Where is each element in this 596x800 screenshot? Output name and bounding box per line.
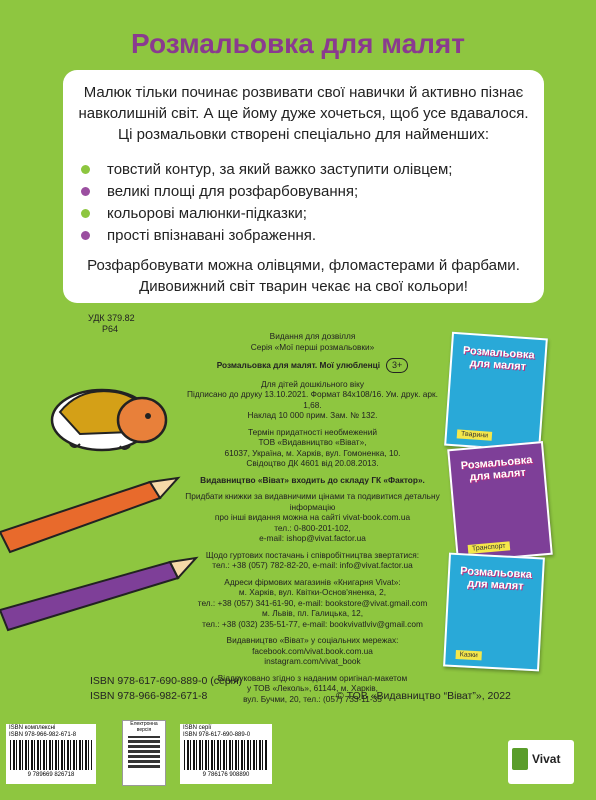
author-index: Р64	[102, 324, 119, 334]
isbn-book: ISBN 978-966-982-671-8	[90, 690, 208, 702]
book-cover-animals: Розмальовка для малят Тварини	[444, 332, 548, 452]
bullet-icon	[81, 165, 90, 174]
barcode-series: ISBN серії ISBN 978-617-690-889-0 9 786176 908890	[180, 724, 272, 784]
pencils-illustration	[0, 470, 200, 645]
imprint-block: Видання для дозвілля Серія «Мої перші розмальовки» Розмальовка для малят. Мої улюбленці 3+ Для дітей дошкільного віку Підписано до друку 13.10.2021. Формат 84х108/16. Ум. друк. арк. 1,68. Наклад 10 000 прим. Зам. № 132. Термін придатності необмежений ТОВ «Видавництво «Віват», 61037, Україна, м. Харків, вул. Гомоненка, 10. Свідоцтво ДК 4601 від 20.08.2013. Видавництво «Віват» входить до складу ГК «Фактор». Придбати книжки за видавничими цінами та подивитися детальну інформацію про інші видання можна на сайті vivat-book.com.ua тел.: 0-800-201-102, e-mail: ishop@vivat.factor.ua Щодо гуртових постачань і співробітництва звертатися: тел.: +38 (057) 782-82-20, e-mail: info@vivat.factor.ua Адреси фірмових магазинів «Книгарня Vivat»: м. Харків, вул. Квітки-Основ'яненка, 2, тел.: +38 (057) 341-61-90, e-mail: bookstore@vivat.gmail.com м. Львів, пл. Галицька, 12, тел.: +38 (032) 235-51-77, e-mail: bookvivatlviv@gmail.com Видавництво «Віват» у соціальних мережах: facebook.com/vivat.book.com.ua instagram.com/vivat_book Віддруковано згідно з наданим оригінал-макетом у ТОВ «Леколь», 61144, м. Харків, вул. Бучми, 20, тел.: (057) 733-11-35	[185, 331, 440, 704]
list-item: кольорові малюнки-підказки;	[77, 203, 530, 225]
intro-text: Малюк тільки починає розвивати свої навички й активно пізнає навколишній світ. А ще йому дуже хочеться, щоб усе вдавалося. Ці розмальовки створені спеціально для найменших:	[78, 84, 529, 143]
outro-text: Розфарбовувати можна олівцями, фломастерами й фарбами. Дивовижний світ тварин чекає на свої кольори!	[87, 257, 520, 295]
guinea-pig-illustration	[40, 372, 180, 462]
list-item: товстий контур, за який важко заступити олівцем;	[77, 159, 530, 181]
isbn-series: ISBN 978-617-690-889-0 (серія)	[90, 675, 243, 687]
qr-code[interactable]: Електронна версія	[122, 720, 166, 786]
bullet-icon	[81, 231, 90, 240]
vivat-logo: Vivat	[508, 740, 574, 784]
bullet-icon	[81, 187, 90, 196]
feature-list	[77, 159, 530, 247]
description-box	[63, 70, 544, 303]
barcode-book: ISBN комплексні ISBN 978-966-982-671-8 9 789669 826718	[6, 724, 96, 784]
book-cover-transport: Розмальовка для малят Транспорт	[447, 441, 553, 563]
copyright: © ТОВ «Видавництво “Віват”», 2022	[336, 690, 511, 702]
book-cover-fairytales: Розмальовка для малят Казки	[443, 553, 545, 672]
page-title: Розмальовка для малят	[131, 28, 465, 59]
age-badge: 3+	[386, 358, 408, 373]
list-item: великі площі для розфарбовування;	[77, 181, 530, 203]
udk-code: УДК 379.82	[88, 313, 135, 323]
list-item: прості впізнавані зображення.	[77, 225, 530, 247]
bullet-icon	[81, 209, 90, 218]
